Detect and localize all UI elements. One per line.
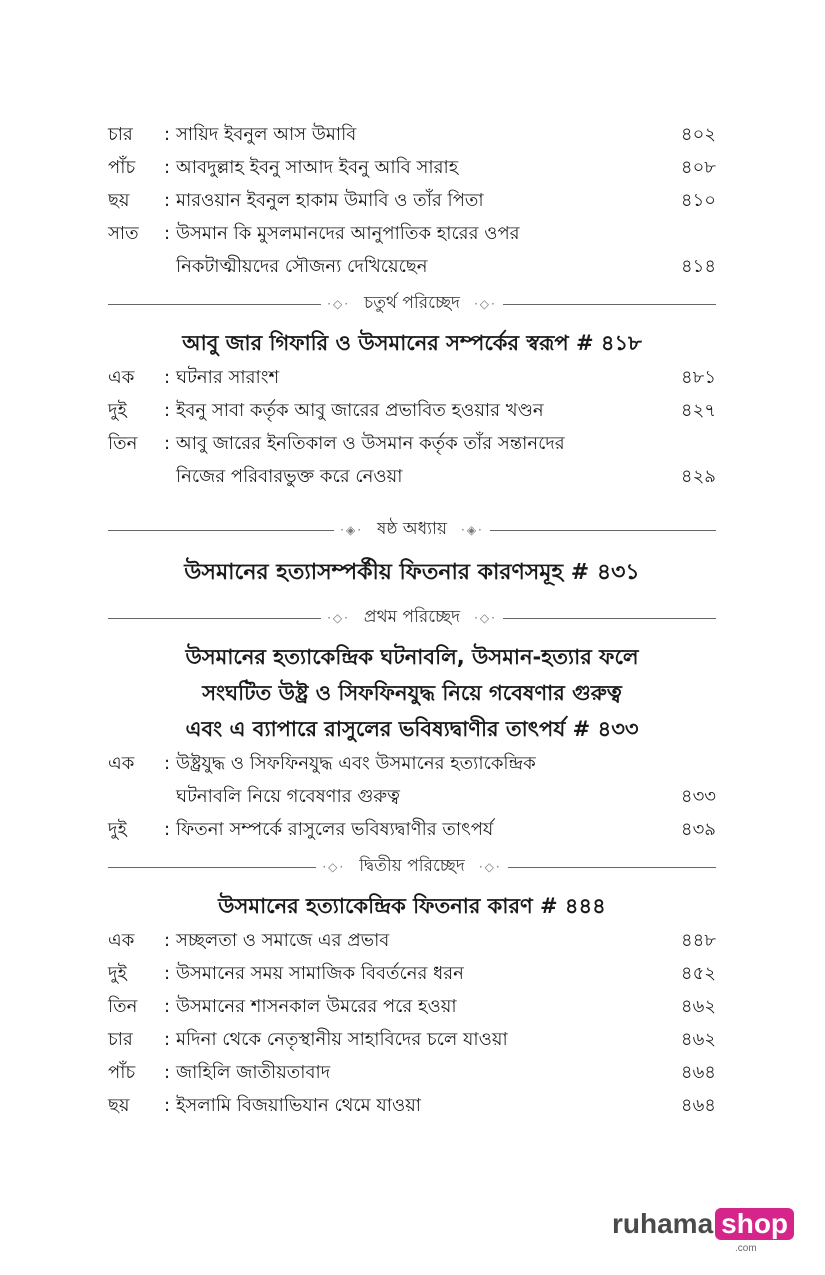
item-number: তিন	[108, 996, 138, 1017]
item-title: ঘটনার সারাংশ	[176, 367, 280, 388]
list-item	[108, 361, 716, 394]
section-heading: উসমানের হত্যাকেন্দ্রিক ফিতনার কারণ # ৪৪৪	[218, 894, 606, 918]
item-number: দুই	[108, 400, 127, 421]
chapter-heading: উসমানের হত্যাসম্পর্কীয় ফিতনার কারণসমূহ # ৪৩১	[184, 560, 640, 585]
item-title-cont: নিকটাত্মীয়দের সৌজন্য দেখিয়েছেন	[176, 256, 428, 277]
item-number: সাত	[108, 223, 139, 244]
item-colon: :	[164, 930, 171, 951]
item-page: ৪৬২	[680, 996, 716, 1017]
toc-section-top	[108, 118, 716, 283]
item-number: দুই	[108, 819, 127, 840]
toc-section-p1	[108, 747, 716, 846]
item-title: ইসলামি বিজয়াভিযান থেমে যাওয়া	[176, 1095, 422, 1116]
list-item-continuation	[108, 250, 716, 283]
list-item	[108, 1089, 716, 1122]
list-item	[108, 813, 716, 846]
divider-line	[490, 530, 716, 531]
divider-line	[503, 304, 716, 305]
item-title: উষ্ট্রযুদ্ধ ও সিফফিনযুদ্ধ এবং উসমানের হত্যাকেন্দ্রিক	[176, 753, 536, 774]
divider-line	[108, 867, 316, 868]
item-page: ৪০২	[680, 124, 716, 145]
item-title: জাহিলি জাতীয়তাবাদ	[176, 1062, 331, 1083]
section-divider	[108, 289, 716, 319]
item-number: এক	[108, 753, 135, 774]
divider-line	[108, 304, 321, 305]
item-title: সায়িদ ইবনুল আস উমাবি	[176, 124, 357, 145]
item-page: ৪৩৯	[680, 819, 716, 840]
divider-line	[108, 618, 321, 619]
ornament-icon: ·◇·	[327, 611, 350, 625]
list-item	[108, 427, 716, 460]
item-number: তিন	[108, 433, 138, 454]
item-title: আবদুল্লাহ ইবনু সাআদ ইবনু আবি সারাহ	[176, 157, 459, 178]
list-item	[108, 1023, 716, 1056]
list-item-continuation	[108, 460, 716, 493]
item-colon: :	[164, 124, 171, 145]
item-colon: :	[164, 996, 171, 1017]
list-item	[108, 217, 716, 250]
section-heading-line: উসমানের হত্যাকেন্দ্রিক ঘটনাবলি, উসমান-হত্যার ফলে	[185, 645, 639, 669]
item-number: পাঁচ	[108, 157, 136, 178]
section-heading-line: এবং এ ব্যাপারে রাসুলের ভবিষ্যদ্বাণীর তাৎপর্য # ৪৩৩	[185, 717, 639, 741]
item-page: ৪৪৮	[680, 930, 716, 951]
item-title: উসমান কি মুসলমানদের আনুপাতিক হারের ওপর	[176, 223, 520, 244]
item-colon: :	[164, 367, 171, 388]
item-number: পাঁচ	[108, 1062, 136, 1083]
item-title: ইবনু সাবা কর্তৃক আবু জারের প্রভাবিত হওয়ার খণ্ডন	[176, 400, 544, 421]
item-number: চার	[108, 1029, 133, 1050]
item-page: ৪২৭	[680, 400, 716, 421]
section-heading-line: সংঘটিত উষ্ট্র ও সিফফিনযুদ্ধ নিয়ে গবেষণার গুরুত্ব	[202, 681, 622, 705]
list-item	[108, 118, 716, 151]
item-page: ৪৫২	[680, 963, 716, 984]
ornament-icon: ·◇·	[478, 860, 502, 874]
item-title: উসমানের সময় সামাজিক বিবর্তনের ধরন	[176, 963, 464, 984]
item-page: ৪২৯	[680, 466, 716, 487]
list-item	[108, 747, 716, 780]
item-title: আবু জারের ইনতিকাল ও উসমান কর্তৃক তাঁর সন্তানদের	[176, 433, 565, 454]
item-colon: :	[164, 190, 171, 211]
list-item	[108, 924, 716, 957]
item-page: ৪০৮	[680, 157, 716, 178]
ornament-icon: ·◇·	[327, 297, 351, 311]
logo-text: ruhama	[612, 1208, 714, 1239]
list-item	[108, 184, 716, 217]
item-number: চার	[108, 124, 133, 145]
item-colon: :	[164, 1029, 171, 1050]
logo-domain: .com	[735, 1243, 757, 1254]
toc-section-ch4	[108, 361, 716, 493]
item-colon: :	[164, 1062, 171, 1083]
section-label: চতুর্থ পরিচ্ছেদ	[364, 293, 460, 313]
item-colon: :	[164, 157, 171, 178]
list-item	[108, 990, 716, 1023]
item-number: দুই	[108, 963, 127, 984]
item-title: উসমানের শাসনকাল উমরের পরে হওয়া	[176, 996, 457, 1017]
item-colon: :	[164, 400, 171, 421]
section-divider	[108, 603, 716, 633]
list-item	[108, 1056, 716, 1089]
divider-line	[508, 867, 716, 868]
list-item	[108, 151, 716, 184]
logo-shop-badge: shop	[715, 1208, 794, 1240]
item-page: ৪৩৩	[680, 786, 716, 807]
toc-page	[108, 118, 716, 1122]
item-title: মারওয়ান ইবনুল হাকাম উমাবি ও তাঁর পিতা	[176, 190, 484, 211]
item-page: ৪৬২	[680, 1029, 716, 1050]
item-title-cont: নিজের পরিবারভুক্ত করে নেওয়া	[176, 466, 403, 487]
ornament-icon: ·◈·	[340, 523, 364, 537]
list-item-continuation	[108, 780, 716, 813]
section-label: দ্বিতীয় পরিচ্ছেদ	[359, 856, 465, 876]
item-page: ৪৮১	[680, 367, 716, 388]
ornament-icon: ·◈·	[461, 523, 484, 537]
item-colon: :	[164, 223, 171, 244]
chapter-divider	[108, 515, 716, 545]
item-number: ছয়	[108, 1095, 130, 1116]
divider-line	[108, 530, 334, 531]
section-heading: আবু জার গিফারি ও উসমানের সম্পর্কের স্বরূপ # ৪১৮	[182, 331, 642, 355]
item-colon: :	[164, 819, 171, 840]
item-title: সচ্ছলতা ও সমাজে এর প্রভাব	[176, 930, 390, 951]
item-colon: :	[164, 433, 171, 454]
list-item	[108, 394, 716, 427]
item-page: ৪১০	[680, 190, 716, 211]
item-number: এক	[108, 930, 135, 951]
divider-line	[503, 618, 716, 619]
item-title: ফিতনা সম্পর্কে রাসুলের ভবিষ্যদ্বাণীর তাৎপর্য	[176, 819, 494, 840]
item-colon: :	[164, 753, 171, 774]
item-page: ৪৬৪	[680, 1095, 716, 1116]
item-page: ৪১৪	[680, 256, 716, 277]
item-title-cont: ঘটনাবলি নিয়ে গবেষণার গুরুত্ব	[176, 786, 400, 807]
ruhamashop-logo	[612, 1208, 794, 1240]
item-colon: :	[164, 1095, 171, 1116]
item-number: ছয়	[108, 190, 130, 211]
ornament-icon: ·◇·	[322, 860, 346, 874]
toc-section-p2	[108, 924, 716, 1122]
item-page: ৪৬৪	[680, 1062, 716, 1083]
section-label: প্রথম পরিচ্ছেদ	[363, 607, 461, 627]
list-item	[108, 957, 716, 990]
ornament-icon: ·◇·	[474, 611, 497, 625]
chapter-label: ষষ্ঠ অধ্যায়	[377, 519, 447, 539]
ornament-icon: ·◇·	[473, 297, 497, 311]
section-divider	[108, 852, 716, 882]
item-title: মদিনা থেকে নেতৃস্থানীয় সাহাবিদের চলে যাওয়া	[176, 1029, 508, 1050]
item-number: এক	[108, 367, 135, 388]
item-colon: :	[164, 963, 171, 984]
